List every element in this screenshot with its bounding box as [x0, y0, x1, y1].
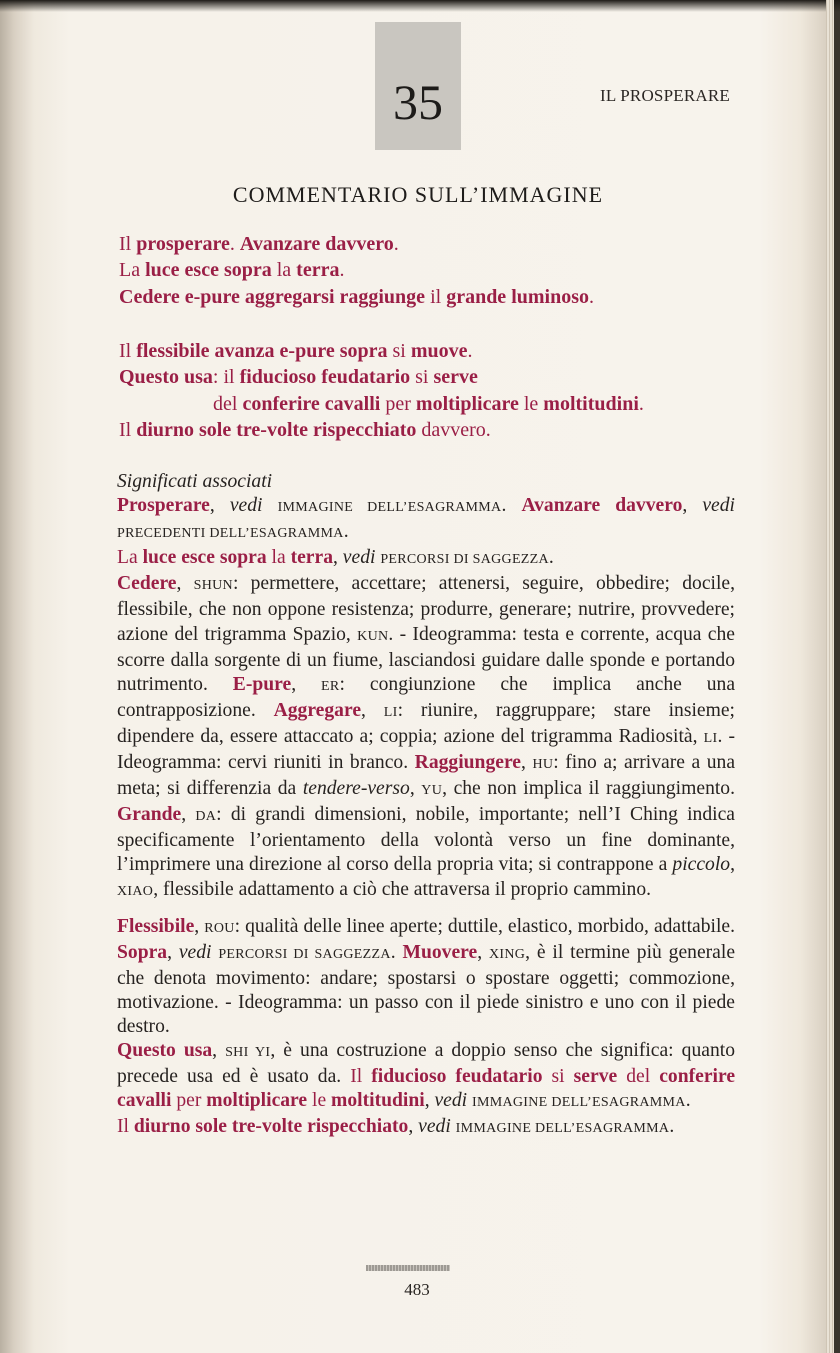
- text-run: LI: [703, 730, 718, 746]
- text-run: ,: [291, 673, 322, 695]
- poem-run: flessibile avanza e-pure sopra: [136, 340, 388, 362]
- running-title: IL PROSPERARE: [600, 86, 730, 105]
- poem-run: moltiplicare: [415, 393, 519, 415]
- poem-line: [119, 366, 478, 389]
- paragraph: [117, 1115, 735, 1141]
- paragraph: [117, 546, 735, 572]
- poem-run: si: [387, 340, 411, 362]
- text-run: per: [171, 1090, 207, 1112]
- text-run: ,: [194, 915, 205, 937]
- poem-run: moltitudini: [543, 393, 639, 415]
- text-run: Sopra: [117, 941, 168, 963]
- text-run: diurno sole tre-volte rispecchiato: [133, 1116, 409, 1138]
- poem-run: .: [485, 419, 491, 441]
- poem-run: grande luminoso: [446, 286, 589, 308]
- poem-run: Il: [119, 340, 137, 362]
- text-run: : permettere, accettare; attenersi, seguire, obbedire; docile, flessibile, che non oppone resistenza; produrre, generare; nutrire, provvedere; azione del trigramma Spazio,: [117, 573, 736, 645]
- text-run: Muovere: [402, 941, 478, 963]
- poem-run: diurno sole tre-volte rispecchiato: [136, 419, 417, 441]
- text-run: ,: [408, 1116, 419, 1138]
- poem-run: .: [638, 393, 644, 415]
- text-run: Il: [350, 1066, 372, 1088]
- text-run: Il: [117, 1116, 134, 1138]
- poem-run: per: [380, 393, 416, 415]
- text-run: .: [390, 941, 403, 963]
- text-run: piccolo: [672, 854, 731, 876]
- poem-run: fiducioso feudatario: [239, 366, 411, 388]
- text-run: vedi: [178, 941, 212, 963]
- poem-run: muove: [410, 340, 468, 362]
- text-run: IMMAGINE DELL’ESAGRAMMA: [277, 500, 502, 516]
- text-run: ,: [181, 804, 196, 826]
- text-run: .: [685, 1090, 691, 1112]
- text-run: Grande: [117, 804, 182, 826]
- text-run: le: [307, 1090, 332, 1112]
- text-run: : congiunzione che implica anche una contrapposizione.: [117, 673, 736, 721]
- text-run: vedi: [342, 547, 376, 569]
- poem-run: .: [589, 286, 594, 308]
- poem-run: .: [229, 233, 240, 255]
- text-run: ER: [321, 678, 340, 694]
- poem-run: Avanzare davvero: [239, 233, 394, 255]
- text-run: moltiplicare: [206, 1090, 308, 1112]
- text-run: LI: [383, 704, 398, 720]
- text-run: XIAO: [117, 883, 154, 899]
- text-run: vedi: [702, 495, 735, 517]
- poem-run: prosperare: [136, 233, 230, 255]
- poem-run: .: [393, 233, 399, 255]
- text-run: . - Ideogramma: testa e corrente, acqua che scorre dalla sorgente di un fiume, lasciandosi guidare dalle sponde e portando nutrimento.: [117, 623, 735, 695]
- poem-run: Cedere e-pure aggregarsi raggiunge: [119, 286, 426, 308]
- text-run: Flessibile: [117, 915, 195, 937]
- text-run: ,: [176, 573, 194, 595]
- text-run: Prosperare: [117, 495, 210, 517]
- text-run: ,: [212, 1040, 226, 1062]
- text-run: La: [117, 547, 143, 569]
- text-run: ,: [520, 752, 533, 774]
- text-run: YU: [421, 783, 443, 799]
- text-run: IMMAGINE DELL’ESAGRAMMA: [455, 1121, 670, 1137]
- text-run: ,: [730, 854, 735, 876]
- text-run: ,: [167, 941, 179, 963]
- text-run: la: [266, 547, 291, 569]
- poem-line: [119, 233, 399, 256]
- text-run: ,: [477, 941, 489, 963]
- text-run: E-pure: [232, 673, 292, 695]
- associated-meanings-heading: Significati associati: [117, 471, 273, 492]
- text-run: XING: [488, 946, 526, 962]
- poem-run: la: [271, 259, 297, 281]
- paragraph: [117, 1039, 735, 1115]
- text-run: vedi: [434, 1090, 468, 1112]
- poem-line: [119, 340, 473, 363]
- poem-line: [119, 259, 344, 282]
- text-run: : fino a; arrivare a una meta; si differenzia da: [117, 752, 736, 800]
- text-run: conferire cavalli: [117, 1066, 736, 1112]
- section-title-text: COMMENTARIO SULL’IMMAGINE: [232, 182, 604, 207]
- text-run: terra: [290, 547, 333, 569]
- text-run: ,: [209, 495, 230, 517]
- text-run: ,: [333, 547, 343, 569]
- text-run: vedi: [418, 1116, 451, 1138]
- text-run: . - Ideogramma: cervi riuniti in branco.: [117, 725, 736, 774]
- text-run: PRECEDENTI DELL’ESAGRAMMA: [117, 526, 344, 542]
- text-run: HU: [532, 757, 554, 773]
- poem-run: serve: [433, 366, 478, 388]
- text-run: ,: [424, 1090, 435, 1112]
- text-run: ,: [361, 699, 384, 721]
- poem-run: si: [410, 366, 434, 388]
- text-run: SHI YI: [225, 1045, 271, 1061]
- text-run: PERCORSI DI SAGGEZZA: [218, 946, 391, 962]
- text-run: .: [669, 1116, 675, 1138]
- text-run: serve: [573, 1066, 618, 1088]
- text-run: moltitudini: [331, 1090, 425, 1112]
- paragraph: [117, 494, 735, 546]
- page-number: 483: [404, 1280, 430, 1299]
- poem-run: davvero: [416, 419, 486, 441]
- text-run: luce esce sopra: [142, 547, 267, 569]
- text-run: .: [548, 547, 554, 569]
- text-run: IMMAGINE DELL’ESAGRAMMA: [472, 1095, 686, 1111]
- poem-run: .: [467, 340, 473, 362]
- chapter-number-box: [375, 22, 461, 150]
- text-run: , flessibile adattamento a ciò che attraversa il proprio cammino.: [153, 878, 652, 900]
- text-run: del: [617, 1066, 660, 1088]
- text-run: vedi: [229, 495, 263, 517]
- text-run: : di grandi dimensioni, nobile, importante; nell’I Ching indica specificamente l’orientamento della volontà verso un fine dominante, l’imprimere una direzione al corso della propria vita; si contrappone a: [117, 804, 735, 876]
- poem-run: .: [339, 259, 345, 281]
- poem-run: luce esce sopra: [145, 259, 272, 281]
- poem-run: Questo usa: [119, 366, 213, 388]
- poem-run: Il: [119, 233, 137, 255]
- text-run: , che non implica il raggiungimento.: [442, 778, 736, 800]
- chapter-number: 35: [393, 74, 443, 130]
- section-title: [0, 182, 840, 208]
- text-run: KUN: [357, 628, 389, 644]
- text-run: DA: [195, 809, 217, 825]
- poem-run: il: [425, 286, 447, 308]
- text-run: , è una costruzione a doppio senso che significa: quanto precede usa ed è usato da.: [117, 1040, 735, 1088]
- poem-line: [119, 419, 491, 442]
- text-run: : qualità delle linee aperte; duttile, elastico, morbido, adattabile.: [234, 915, 735, 937]
- poem-run: conferire cavalli: [242, 393, 381, 415]
- text-run: si: [542, 1066, 574, 1088]
- text-run: : riunire, raggruppare; stare insieme; dipendere da, essere attaccato a; coppia; azione del trigramma Radiosità,: [117, 699, 735, 747]
- poem-run: Il: [119, 419, 137, 441]
- text-run: [263, 495, 278, 516]
- paragraph-gap: [117, 904, 735, 915]
- text-run: ,: [409, 778, 422, 800]
- top-shadow: [0, 0, 840, 12]
- text-run: , è il termine più generale che denota movimento: andare; spostarsi o spostare oggetti; commozione, motivazione. - Ideogramma: un passo con il piede sinistro e uno con il piede destro.: [117, 941, 736, 1037]
- poem-run: del: [213, 393, 243, 415]
- poem-run: le: [518, 393, 544, 415]
- poem-run: terra: [296, 259, 340, 281]
- text-run: Cedere: [117, 573, 177, 595]
- text-run: .: [501, 495, 522, 517]
- paragraph: [117, 572, 735, 903]
- page-number-row: [0, 1280, 840, 1300]
- text-run: Avanzare davvero: [521, 495, 683, 517]
- poem-line: [119, 286, 594, 309]
- paragraph: [117, 915, 735, 1039]
- text-run: Raggiungere: [414, 752, 521, 774]
- text-run: Questo usa: [117, 1040, 213, 1062]
- poem-line: [213, 393, 644, 416]
- footer-ornament: [366, 1265, 450, 1271]
- text-run: ROU: [204, 920, 235, 936]
- poem-run: : il: [212, 366, 240, 388]
- text-run: Aggregare: [273, 699, 362, 721]
- text-run: PERCORSI DI SAGGEZZA: [380, 552, 549, 568]
- text-run: .: [343, 521, 349, 543]
- text-run: fiducioso feudatario: [371, 1066, 543, 1088]
- poem-run: La: [119, 259, 146, 281]
- text-run: ,: [682, 495, 703, 517]
- text-run: SHUN: [193, 578, 233, 594]
- associated-meanings: [117, 470, 735, 1141]
- text-run: tendere-verso: [302, 778, 410, 800]
